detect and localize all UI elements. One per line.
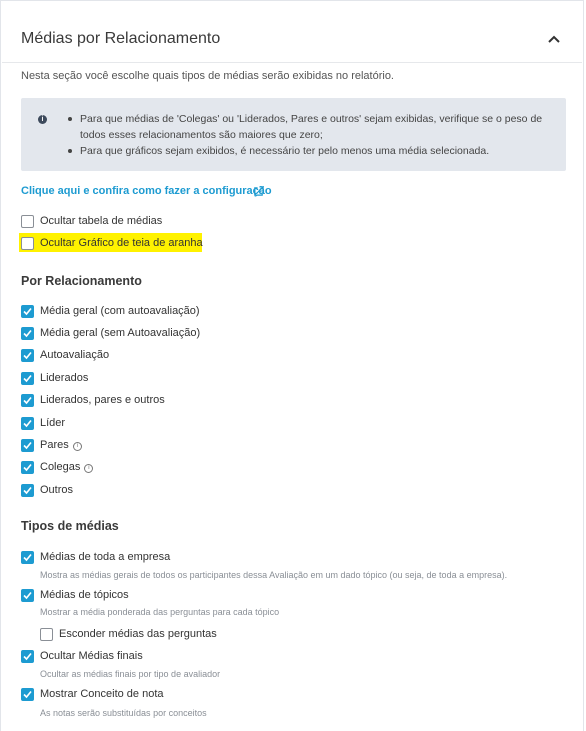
checkbox-label: Pares	[40, 439, 69, 451]
checkbox[interactable]	[21, 551, 34, 564]
section-title: Médias por Relacionamento	[21, 30, 221, 47]
info-item: Para que gráficos sejam exibidos, é necessário ter pelo menos uma média selecionada.	[66, 143, 546, 159]
checkbox[interactable]	[21, 688, 34, 701]
checkbox[interactable]	[21, 394, 34, 407]
chevron-up-icon[interactable]	[546, 31, 562, 47]
by-relationship-heading: Por Relacionamento	[21, 274, 142, 288]
header-divider	[2, 62, 582, 63]
section-description: Nesta seção você escolhe quais tipos de médias serão exibidas no relatório.	[21, 70, 394, 82]
info-icon[interactable]: i	[84, 464, 93, 473]
relationship-averages-card: Médias por Relacionamento Nesta seção você escolhe quais tipos de médias serão exibidas no relatório. i Para que médias de 'Colegas' ou 'Liderados, Pares e outros' sejam exibidas, verifique se o peso de todos esses relacionamentos são maiores que zero; Para que gráficos sejam exibidos, é necessário ter pelo menos uma média selecionada. Clique aqui e confira como fazer a configuração Ocultar tabela de médias Ocultar Gráfico de teia de aranha Por Relacionamento Média geral (com autoavaliação) Média geral (sem Autoavaliação) Autoavaliação Liderados Liderados, pares e outros Líder Pares i Colegas i Outros Tipos de médias Médias de toda a empresa Mostra as médias gerais de todos os participantes dessa Avaliação em um dado tópico (ou seja, de toda a empresa). Médias de tópicos Mostrar a média ponderada das perguntas para cada tópico Esconder médias das perguntas Ocultar Médias finais Ocultar as médias finais por tipo de avaliador Mostrar Conceito de nota As notas serão substituídas por conceitos	[0, 0, 584, 731]
company-averages-hint: Mostra as médias gerais de todos os participantes dessa Avaliação em um dado tópico (ou seja, de toda a empresa).	[40, 570, 508, 580]
checkbox[interactable]	[21, 349, 34, 362]
info-icon: i	[38, 115, 47, 124]
average-types-heading: Tipos de médias	[21, 519, 119, 533]
info-item: Para que médias de 'Colegas' ou 'Liderados, Pares e outros' sejam exibidas, verifique se o peso de todos esses relacionamentos são maiores que zero;	[66, 111, 546, 143]
checkbox[interactable]	[21, 484, 34, 497]
checkbox[interactable]	[21, 589, 34, 602]
checkbox[interactable]	[21, 215, 34, 228]
topic-averages-hint: Mostrar a média ponderada das perguntas para cada tópico	[40, 607, 280, 617]
checkbox[interactable]	[21, 372, 34, 385]
checkbox[interactable]	[21, 305, 34, 318]
checkbox[interactable]	[40, 628, 53, 641]
checkbox[interactable]	[21, 439, 34, 452]
checkbox[interactable]	[21, 417, 34, 430]
config-help-link[interactable]: Clique aqui e confira como fazer a configuração	[21, 185, 272, 197]
info-list	[66, 111, 546, 159]
grade-concept-hint: As notas serão substituídas por conceitos	[40, 708, 207, 718]
final-averages-hint: Ocultar as médias finais por tipo de avaliador	[40, 669, 221, 679]
checkbox[interactable]	[21, 650, 34, 663]
info-box	[21, 98, 566, 171]
checkbox[interactable]	[21, 461, 34, 474]
checkbox[interactable]	[21, 237, 34, 250]
checkbox[interactable]	[21, 327, 34, 340]
external-link-icon[interactable]	[253, 186, 264, 197]
info-icon[interactable]: i	[73, 442, 82, 451]
checkbox-label: Colegas	[40, 461, 81, 473]
